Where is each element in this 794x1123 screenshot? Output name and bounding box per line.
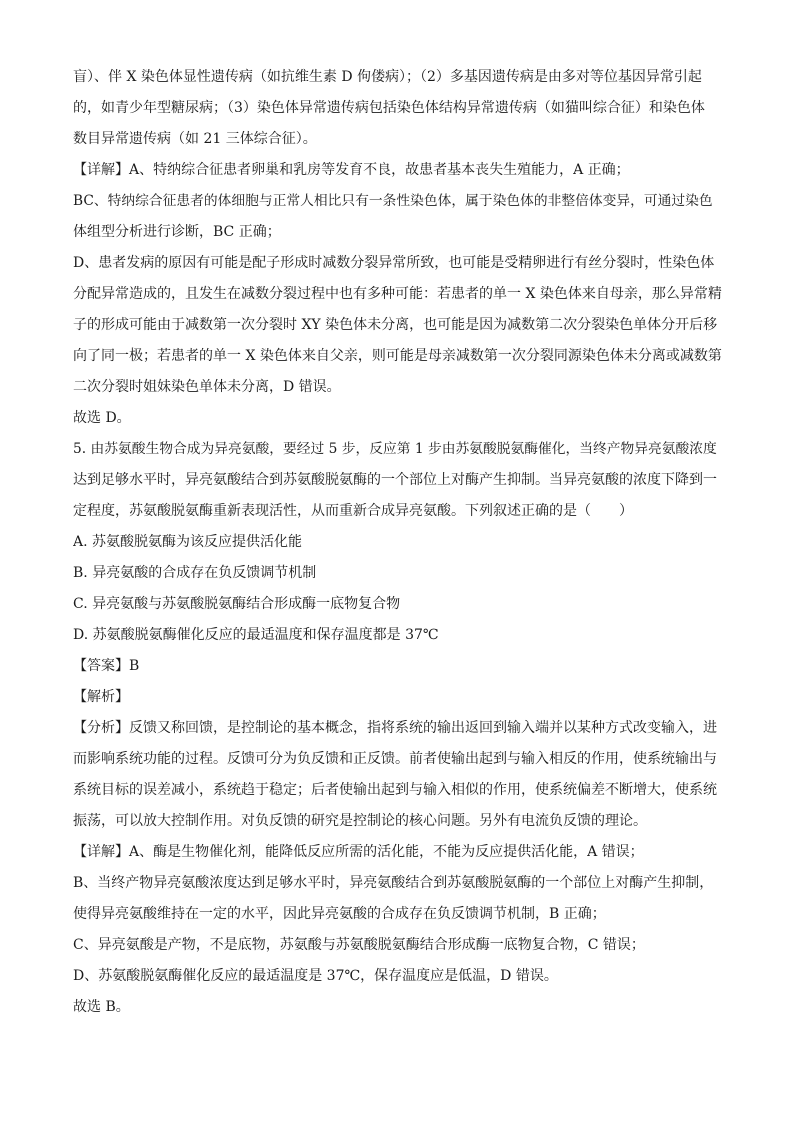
option-d: D. 苏氨酸脱氨酶催化反应的最适温度和保存温度都是 37℃ (73, 627, 439, 643)
option-a: A. 苏氨酸脱氨酶为该反应提供活化能 (73, 534, 303, 550)
text-line: 的，如青少年型糖尿病；（3）染色体异常遗传病包括染色体结构异常遗传病（如猫叫综合征）和染色体 (73, 100, 705, 116)
text-line: 系统目标的误差减小，系统趋于稳定；后者使输出起到与输入相似的作用，使系统偏差不断增大，使系统 (73, 782, 717, 798)
text-line: 振荡，可以放大控制作用。对负反馈的研究是控制论的核心问题。另外有电流负反馈的理论。 (73, 813, 647, 829)
text-line: 而影响系统功能的过程。反馈可分为负反馈和正反馈。前者使输出起到与输入相反的作用，使系统输出与 (73, 751, 717, 767)
text-line: C、异亮氨酸是产物，不是底物，苏氨酸与苏氨酸脱氨酶结合形成酶一底物复合物，C 错误； (73, 937, 645, 953)
option-b: B. 异亮氨酸的合成存在负反馈调节机制 (73, 565, 317, 581)
text-line: 故选 B。 (73, 999, 130, 1015)
question-stem: 定程度，苏氨酸脱氨酶重新表现活性，从而重新合成异亮氨酸。下列叙述正确的是（ ） (73, 503, 633, 519)
text-line: D、苏氨酸脱氨酶催化反应的最适温度是 37℃，保存温度应是低温，D 错误。 (73, 968, 558, 984)
answer-label: 【答案】B (73, 658, 140, 674)
text-line: 【详解】A、酶是生物催化剂，能降低反应所需的活化能，不能为反应提供活化能，A 错误； (73, 844, 644, 860)
text-line: 分配异常造成的，且发生在减数分裂过程中也有多种可能：若患者的单一 X 染色体来自母亲，那么异常精 (73, 286, 722, 302)
question-stem: 达到足够水平时，异亮氨酸结合到苏氨酸脱氨酶的一个部位上对酶产生抑制。当异亮氨酸的浓度下降到一 (73, 472, 717, 488)
text-line: 故选 D。 (73, 410, 131, 426)
text-line: 【详解】A、特纳综合征患者卵巢和乳房等发育不良，故患者基本丧失生殖能力，A 正确； (73, 162, 630, 178)
text-line: 向了同一极；若患者的单一 X 染色体来自父亲，则可能是母亲减数第一次分裂同源染色体未分离或减数第 (73, 348, 722, 364)
option-c: C. 异亮氨酸与苏氨酸脱氨酶结合形成酶一底物复合物 (73, 596, 401, 612)
text-line: 体组型分析进行诊断，BC 正确； (73, 224, 281, 240)
text-line: 盲）、伴 X 染色体显性遗传病（如抗维生素 D 佝偻病）；（2）多基因遗传病是由多对等位基因异常引起 (73, 69, 702, 85)
text-line: 使得异亮氨酸维持在一定的水平，因此异亮氨酸的合成存在负反馈调节机制，B 正确； (73, 906, 606, 922)
text-line: B、当终产物异亮氨酸浓度达到足够水平时，异亮氨酸结合到苏氨酸脱氨酶的一个部位上对酶产生抑制， (73, 875, 714, 891)
text-line: 数目异常遗传病（如 21 三体综合征）。 (73, 131, 317, 147)
text-line: 【分析】反馈又称回馈，是控制论的基本概念，指将系统的输出返回到输入端并以某种方式改变输入，进 (73, 720, 717, 736)
text-line: 二次分裂时姐妹染色单体未分离，D 错误。 (73, 379, 341, 395)
text-line: 子的形成可能由于减数第一次分裂时 XY 染色体未分离，也可能是因为减数第二次分裂染色单体分开后移 (73, 317, 718, 333)
document-body (73, 62, 723, 1023)
text-line: D、患者发病的原因有可能是配子形成时减数分裂异常所致，也可能是受精卵进行有丝分裂时，性染色体 (73, 255, 715, 271)
text-line: BC、特纳综合征患者的体细胞与正常人相比只有一条性染色体，属于染色体的非整倍体变异，可通过染色 (73, 193, 713, 209)
question-stem: 5. 由苏氨酸生物合成为异亮氨酸，要经过 5 步，反应第 1 步由苏氨酸脱氨酶催化，当终产物异亮氨酸浓度 (73, 441, 717, 457)
analysis-heading: 【解析】 (73, 689, 129, 705)
